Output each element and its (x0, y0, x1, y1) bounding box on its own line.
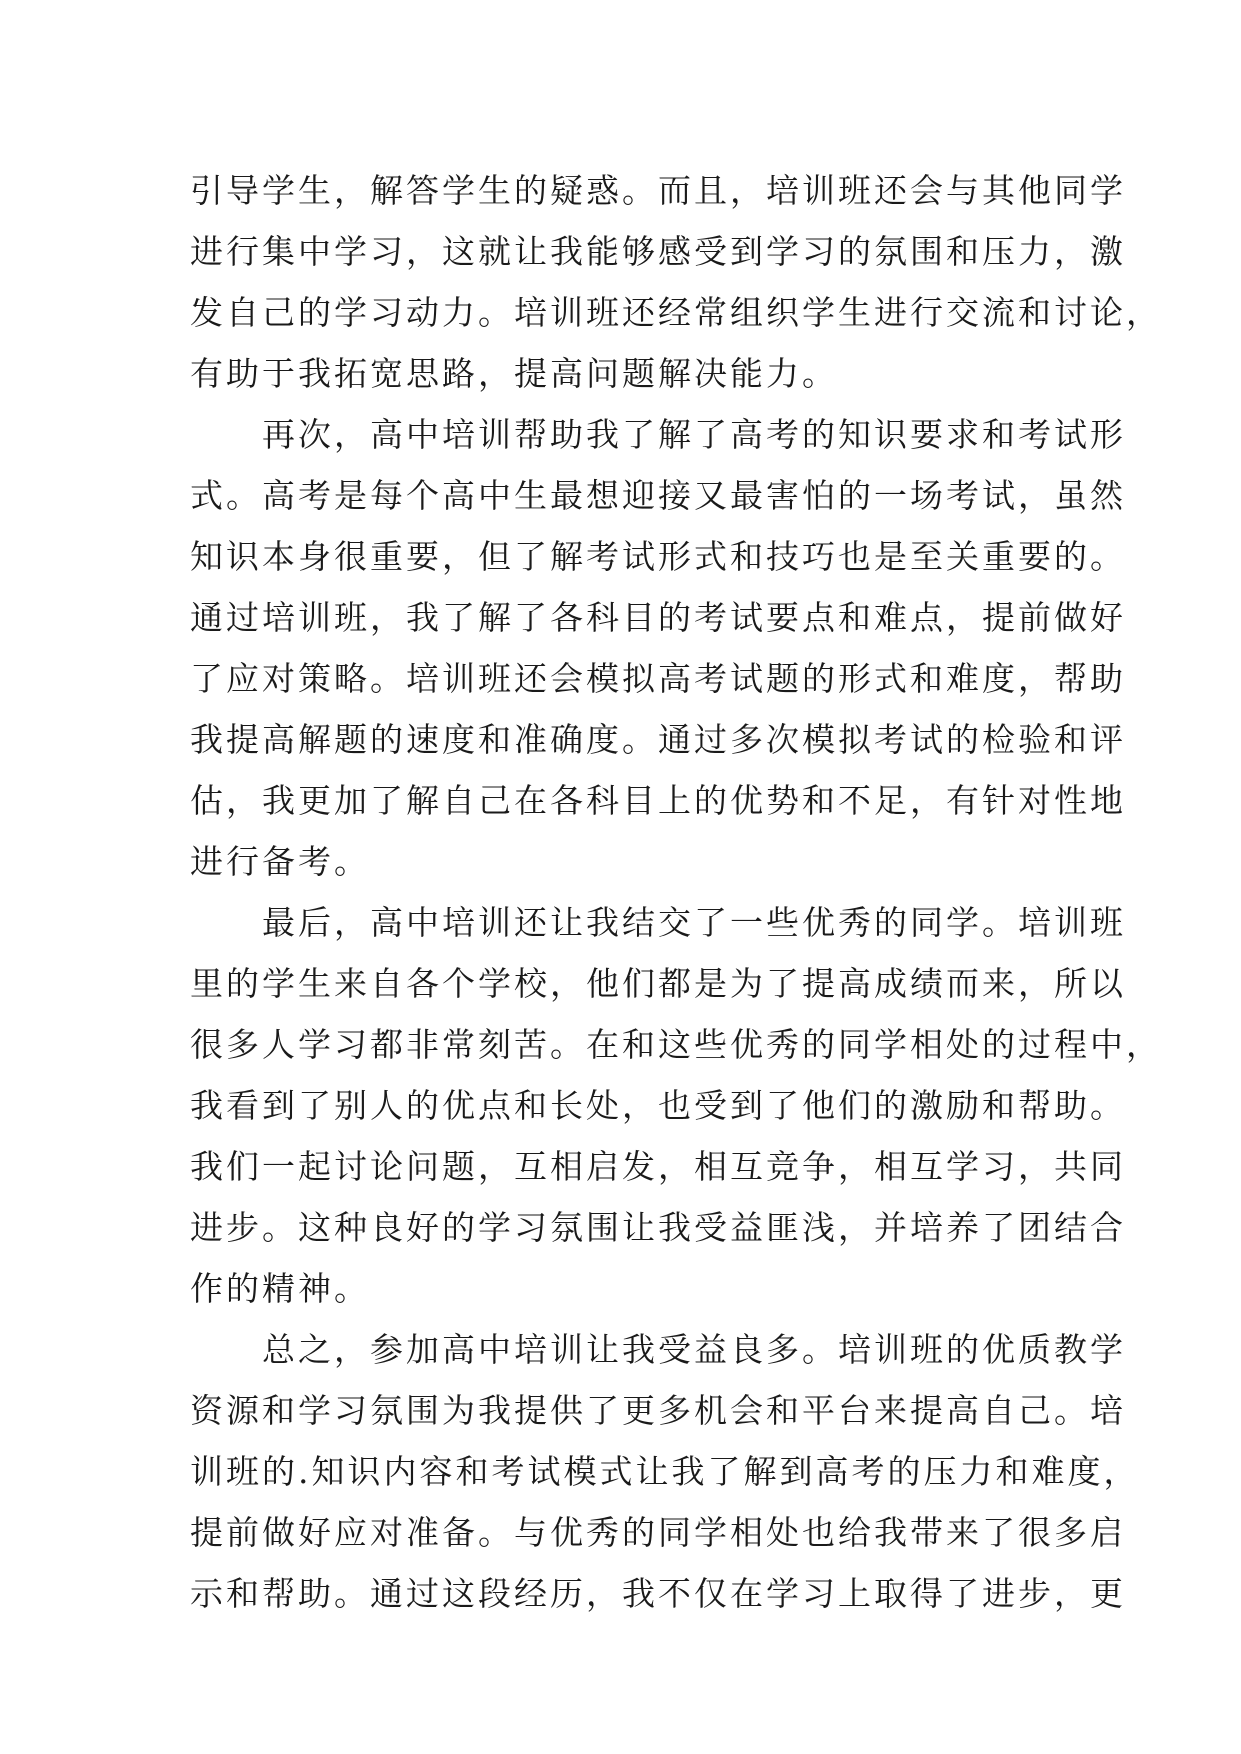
text-line: 我们一起讨论问题，互相启发，相互竞争，相互学习，共同 (190, 1147, 1126, 1186)
text-line: 了应对策略。培训班还会模拟高考试题的形式和难度，帮助 (190, 659, 1126, 698)
text-line: 估，我更加了解自己在各科目上的优势和不足，有针对性地 (190, 781, 1126, 820)
text-line: 最后，高中培训还让我结交了一些优秀的同学。培训班 (262, 903, 1126, 942)
paragraph (190, 892, 1162, 1319)
text-line: 提前做好应对准备。与优秀的同学相处也给我带来了很多启 (190, 1513, 1126, 1552)
text-line: 很多人学习都非常刻苦。在和这些优秀的同学相处的过程中， (190, 1025, 1162, 1064)
text-line: 我提高解题的速度和准确度。通过多次模拟考试的检验和评 (190, 720, 1126, 759)
text-line: 引导学生，解答学生的疑惑。而且，培训班还会与其他同学 (190, 171, 1126, 210)
paragraph (190, 1319, 1140, 1624)
text-line: 进步。这种良好的学习氛围让我受益匪浅，并培养了团结合 (190, 1208, 1126, 1247)
text-line: 通过培训班，我了解了各科目的考试要点和难点，提前做好 (190, 598, 1126, 637)
text-line: 进行集中学习，这就让我能够感受到学习的氛围和压力，激 (190, 232, 1126, 271)
document-body (190, 160, 1162, 1624)
text-line: 式。高考是每个高中生最想迎接又最害怕的一场考试，虽然 (190, 476, 1126, 515)
text-line: 资源和学习氛围为我提供了更多机会和平台来提高自己。培 (190, 1391, 1126, 1430)
text-line: 我看到了别人的优点和长处，也受到了他们的激励和帮助。 (190, 1086, 1126, 1125)
text-line: 进行备考。 (190, 842, 370, 881)
text-line: 总之，参加高中培训让我受益良多。培训班的优质教学 (262, 1330, 1126, 1369)
text-line: 作的精神。 (190, 1269, 370, 1308)
paragraph (190, 404, 1126, 892)
text-line: 里的学生来自各个学校，他们都是为了提高成绩而来，所以 (190, 964, 1126, 1003)
text-line: 再次，高中培训帮助我了解了高考的知识要求和考试形 (262, 415, 1126, 454)
paragraph (190, 160, 1162, 404)
text-line: 训班的.知识内容和考试模式让我了解到高考的压力和难度， (190, 1452, 1140, 1491)
text-line: 示和帮助。通过这段经历，我不仅在学习上取得了进步，更 (190, 1574, 1126, 1613)
text-line: 有助于我拓宽思路，提高问题解决能力。 (190, 354, 838, 393)
text-line: 发自己的学习动力。培训班还经常组织学生进行交流和讨论， (190, 293, 1162, 332)
text-line: 知识本身很重要，但了解考试形式和技巧也是至关重要的。 (190, 537, 1126, 576)
